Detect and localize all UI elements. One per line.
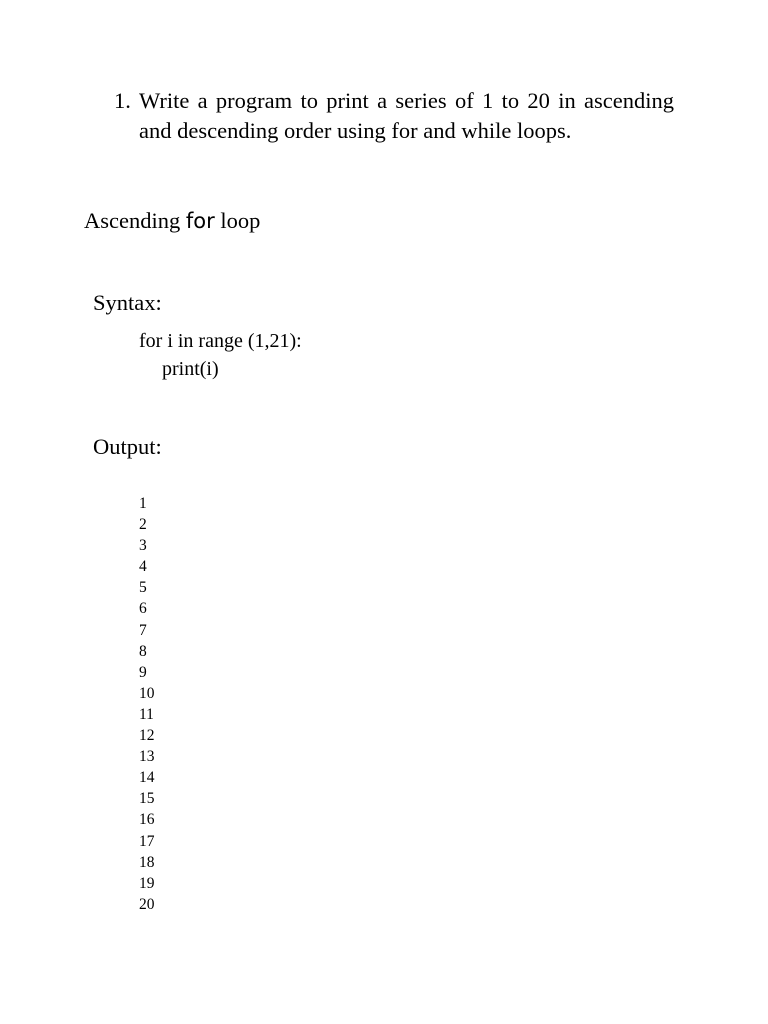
- output-line: 9: [139, 663, 147, 681]
- output-line: 17: [139, 832, 155, 850]
- output-line: 13: [139, 748, 155, 766]
- output-line: 16: [139, 811, 155, 829]
- output-line: 10: [139, 684, 155, 702]
- output-list: [139, 493, 155, 915]
- output-label: Output:: [93, 434, 162, 459]
- output-line: 7: [139, 621, 147, 639]
- output-line: 12: [139, 727, 155, 745]
- question-number: 1.: [114, 88, 131, 113]
- output-line: 18: [139, 853, 155, 871]
- output-line: 14: [139, 769, 155, 787]
- output-line: 15: [139, 790, 155, 808]
- output-line: 6: [139, 600, 147, 618]
- output-line: 11: [139, 705, 154, 723]
- syntax-code-block: [139, 327, 302, 383]
- section-heading: [84, 206, 260, 236]
- question-text: Write a program to print a series of 1 to 20 in ascending and descending order using for and while loops.: [139, 88, 674, 143]
- output-line: 20: [139, 895, 155, 913]
- heading-keyword: for: [185, 209, 215, 233]
- heading-suffix: loop: [220, 208, 261, 233]
- output-line: 4: [139, 558, 147, 576]
- syntax-label: Syntax:: [93, 290, 162, 315]
- output-line: 2: [139, 516, 147, 534]
- output-line: 8: [139, 642, 147, 660]
- code-line: for i in range (1,21):: [139, 330, 302, 352]
- code-line: print(i): [162, 358, 219, 380]
- output-line: 1: [139, 495, 147, 512]
- question-item: [114, 86, 674, 146]
- heading-prefix: Ascending: [84, 208, 181, 233]
- output-line: 5: [139, 579, 147, 597]
- output-line: 19: [139, 874, 155, 892]
- output-line: 3: [139, 537, 147, 555]
